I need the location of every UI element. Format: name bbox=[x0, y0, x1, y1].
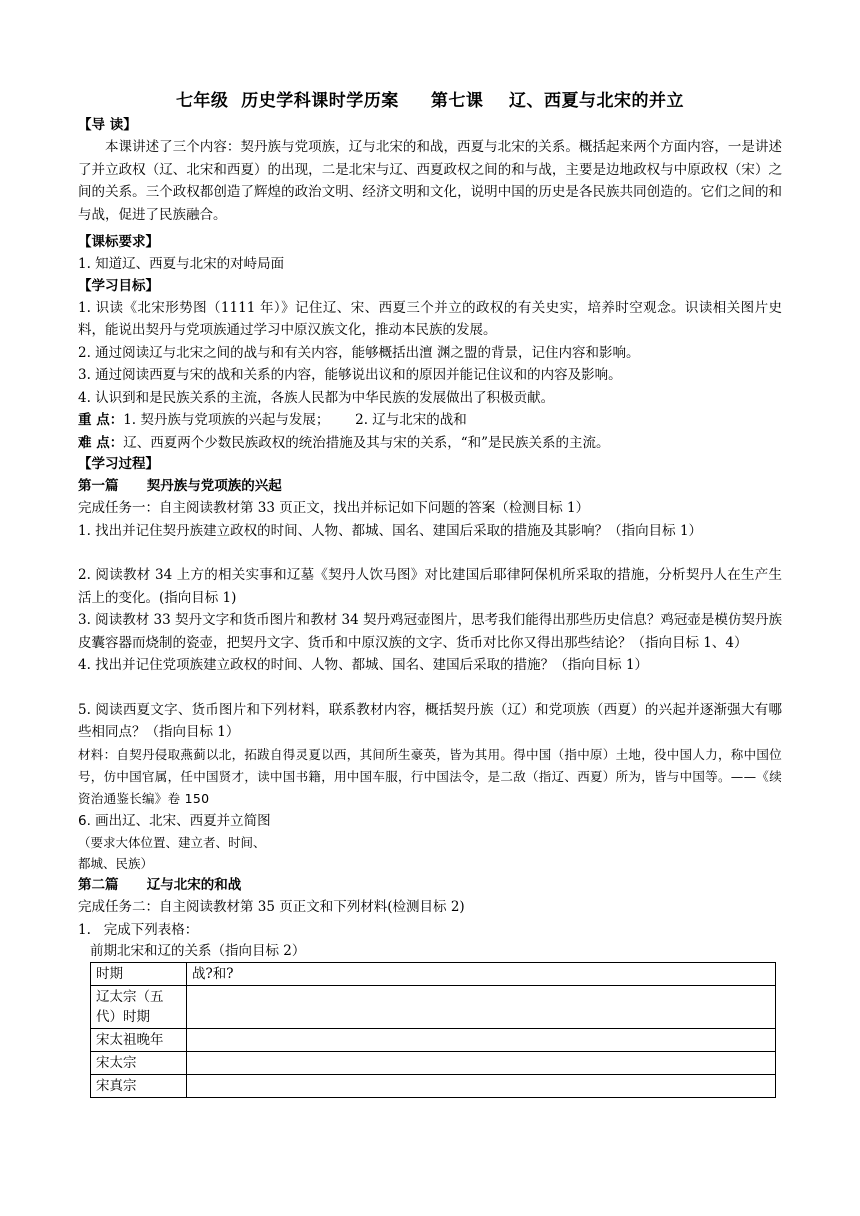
goal-item-4: 4. 认识到和是民族关系的主流，各族人民都为中华民族的发展做出了积极贡献。 bbox=[78, 389, 555, 406]
goals-heading: 【学习目标】 bbox=[78, 277, 159, 294]
goal-item-1: 1. 识读《北宋形势图（1111 年）》记住辽、宋、西夏三个并立的政权的有关史实，培养时空观念。识读相关图片史料，能说出契丹与党项族通过学习中原汉族文化，推动本民族的发展。 bbox=[78, 299, 782, 338]
source-material: 材料：自契丹侵取燕蓟以北，拓跋自得灵夏以西，其间所生豪英，皆为其用。得中国（指中原）土地，役中国人力，称中国位号，仿中国官属，任中国贤才，读中国书籍，用中国车服，行中国法令，是二敌（指辽、西夏）所为，皆与中国等。——《续资治通鉴长编》卷 150 bbox=[78, 746, 783, 806]
table-cell-period: 宋太祖晚年 bbox=[91, 1029, 187, 1052]
part1-question-1: 1. 找出并记住契丹族建立政权的时间、人物、都城、国名、建国后采取的措施及其影响？（指向目标 1） bbox=[78, 522, 703, 539]
table-cell-answer[interactable] bbox=[187, 1075, 776, 1098]
part1-question-4: 4. 找出并记住党项族建立政权的时间、人物、都城、国名、建国后采取的措施？（指向目标 1） bbox=[78, 657, 649, 673]
difficult-points-label: 难 点： bbox=[78, 434, 124, 451]
document-page bbox=[78, 86, 782, 1098]
part2-question-1: 1. 完成下列表格： bbox=[78, 921, 199, 938]
difficult-points-text: 辽、西夏两个少数民族政权的统治措施及其与宋的关系，“和”是民族关系的主流。 bbox=[123, 434, 610, 451]
guide-heading: 【导 读】 bbox=[78, 117, 137, 133]
table-header-row bbox=[91, 963, 776, 986]
table-cell-answer[interactable] bbox=[187, 1052, 776, 1075]
table-header-period: 时期 bbox=[91, 963, 187, 986]
part1-question-6: 6. 画出辽、北宋、西夏并立简图 bbox=[78, 812, 271, 829]
part1-title: 第一篇 契丹族与党项族的兴起 bbox=[78, 478, 282, 494]
table-row bbox=[91, 1052, 776, 1075]
part1-question-3: 3. 阅读教材 33 契丹文字和货币图片和教材 34 契丹鸡冠壶图片，思考我们能得出那些历史信息？鸡冠壶是模仿契丹族皮囊容器而烧制的瓷壶，把契丹文字、货币和中原汉族的文字、货币对比你又得出那些结论？（指向目标 1、4） bbox=[78, 612, 782, 651]
page-title: 七年级 历史学科课时学历案 第七课 辽、西夏与北宋的并立 bbox=[175, 91, 685, 111]
table-cell-period: 辽太宗（五代）时期 bbox=[91, 986, 187, 1029]
standard-heading: 【课标要求】 bbox=[78, 234, 159, 250]
part1-task: 完成任务一：自主阅读教材第 33 页正文，找出并标记如下问题的答案（检测目标 1） bbox=[78, 500, 590, 516]
part1-question-6-requirement-2: 都城、民族） bbox=[78, 856, 154, 871]
table-cell-answer[interactable] bbox=[187, 1029, 776, 1052]
standard-item: 1. 知道辽、西夏与北宋的对峙局面 bbox=[78, 256, 285, 272]
goal-item-3: 3. 通过阅读西夏与宋的战和关系的内容，能够说出议和的原因并能记住议和的内容及影响。 bbox=[78, 367, 622, 383]
process-heading: 【学习过程】 bbox=[78, 456, 159, 472]
part1-question-6-requirement-1: （要求大体位置、建立者、时间、 bbox=[78, 835, 266, 850]
part1-question-2: 2. 阅读教材 34 上方的相关实事和辽墓《契丹人饮马图》对比建国后耶律阿保机所采取的措施，分析契丹人在生产生活上的变化。(指向目标 1) bbox=[78, 567, 782, 606]
key-points-label: 重 点： bbox=[78, 412, 124, 428]
key-points bbox=[78, 409, 782, 432]
table-row bbox=[91, 1029, 776, 1052]
key-points-text: 1. 契丹族与党项族的兴起与发展； 2. 辽与北宋的战和 bbox=[123, 412, 467, 428]
part2-task: 完成任务二：自主阅读教材第 35 页正文和下列材料(检测目标 2) bbox=[78, 899, 465, 915]
guide-text: 本课讲述了三个内容：契丹族与党项族，辽与北宋的和战，西夏与北宋的关系。概括起来两个方面内容，一是讲述了并立政权（辽、北宋和西夏）的出现，二是北宋与辽、西夏政权之间的和与战，主要是边地政权与中原政权（宋）之间的关系。三个政权都创造了辉煌的政治文明、经济文明和文化，说明中国的历史是各民族共同创造的。它们之间的和与战，促进了民族融合。 bbox=[78, 139, 782, 223]
table-cell-answer[interactable] bbox=[187, 986, 776, 1029]
table-row bbox=[91, 986, 776, 1029]
table-header-war-peace: 战?和? bbox=[187, 963, 776, 986]
table-cell-period: 宋真宗 bbox=[91, 1075, 187, 1098]
answer-space bbox=[78, 542, 782, 564]
table-cell-period: 宋太宗 bbox=[91, 1052, 187, 1075]
answer-space bbox=[78, 677, 782, 699]
difficult-points bbox=[78, 432, 782, 455]
part2-title: 第二篇 辽与北宋的和战 bbox=[78, 877, 242, 893]
relations-table bbox=[90, 962, 776, 1098]
goal-item-2: 2. 通过阅读辽与北宋之间的战与和有关内容，能够概括出澶 渊之盟的背景，记住内容和影响。 bbox=[78, 344, 640, 361]
table-caption: 前期北宋和辽的关系（指向目标 2） bbox=[90, 943, 306, 959]
part1-question-5: 5. 阅读西夏文字、货币图片和下列材料，联系教材内容，概括契丹族（辽）和党项族（西夏）的兴起并逐渐强大有哪些相同点？（指向目标 1） bbox=[78, 701, 782, 740]
table-row bbox=[91, 1075, 776, 1098]
